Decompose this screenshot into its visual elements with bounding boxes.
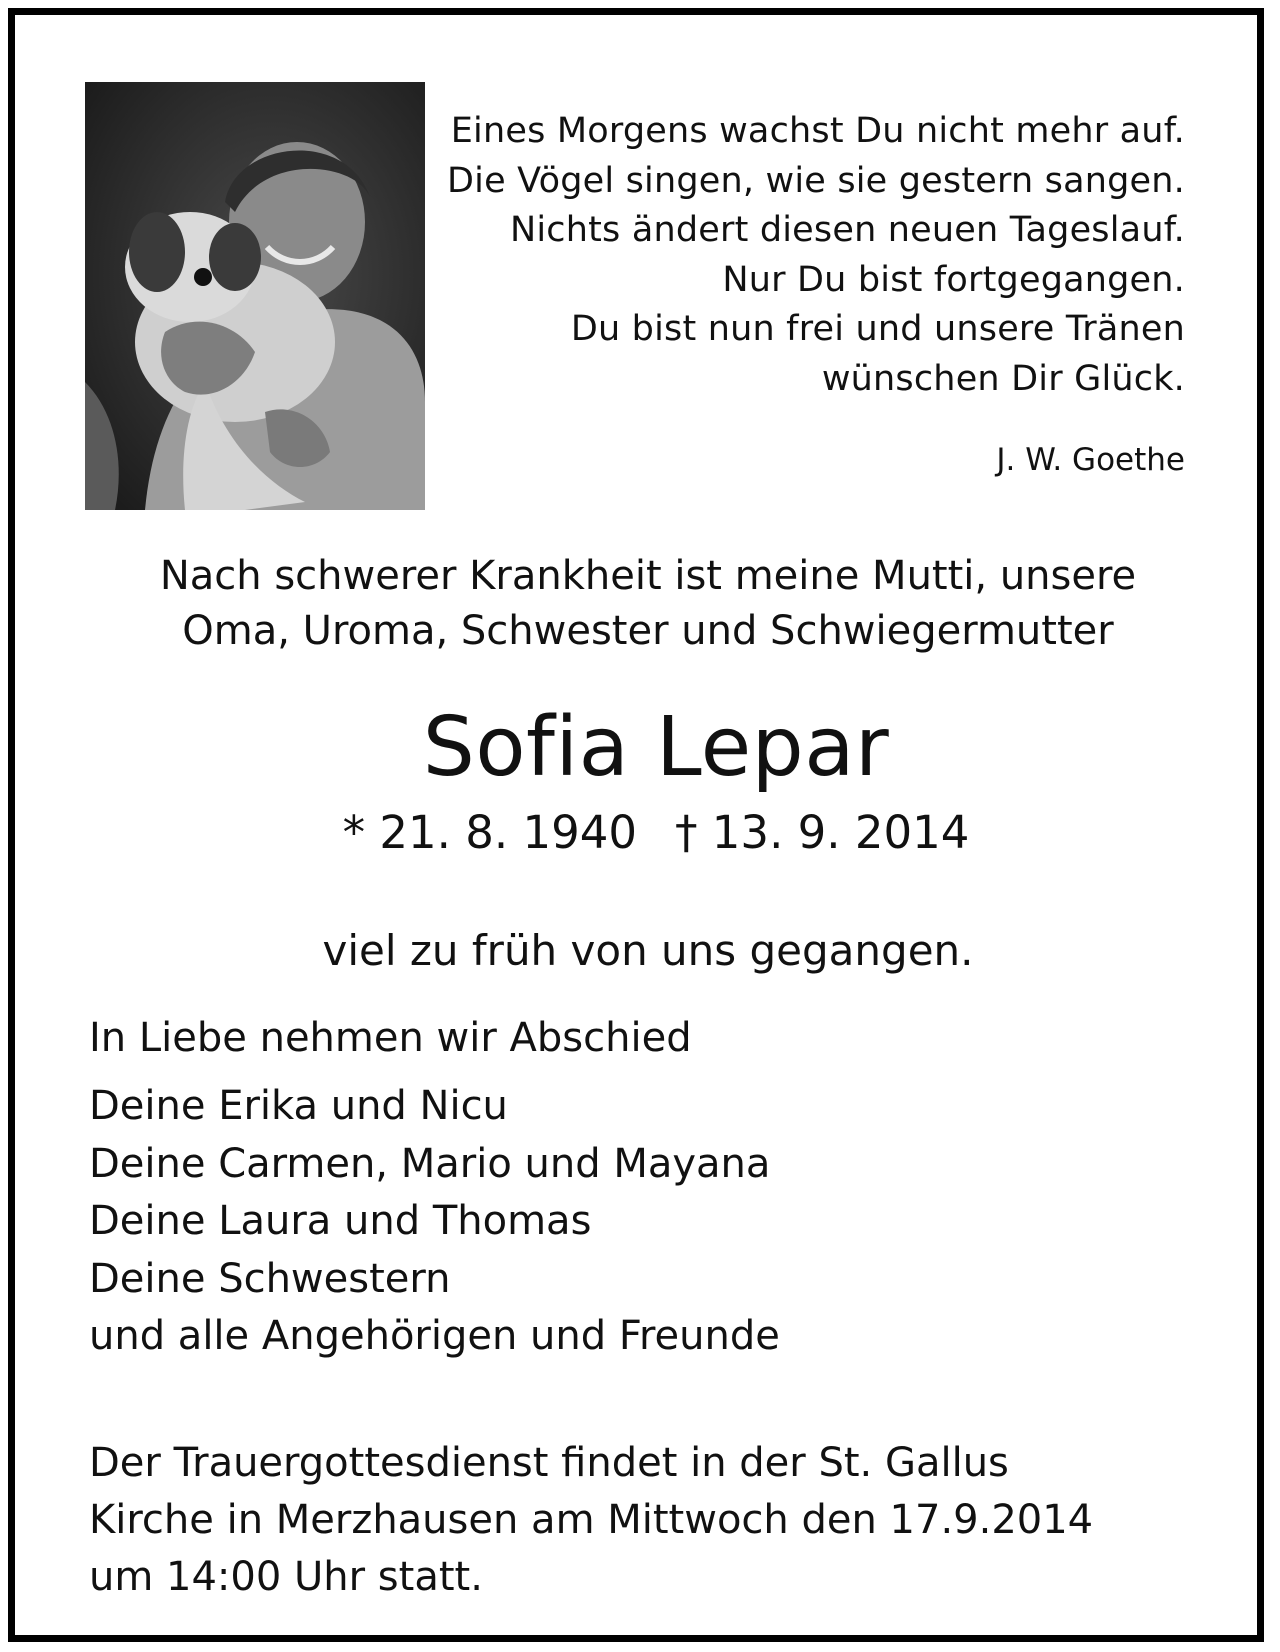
poem-line: Eines Morgens wachst Du nicht mehr auf. — [450, 111, 1185, 151]
mourner-item: Deine Schwestern — [89, 1255, 451, 1302]
poem-line: Die Vögel singen, wie sie gestern sangen. — [447, 160, 1185, 201]
mourner-item: Deine Laura und Thomas — [89, 1198, 592, 1244]
intro-line: Oma, Uroma, Schwester und Schwiegermutter — [182, 608, 1114, 654]
poem-line: Du bist nun frei und unsere Tränen — [570, 309, 1185, 349]
portrait-photo-icon — [85, 82, 425, 510]
mourner-item: und alle Angehörigen und Freunde — [89, 1313, 780, 1359]
birth-date: * 21. 8. 1940 — [342, 806, 637, 859]
life-dates — [15, 803, 1280, 863]
poem-line: Nichts ändert diesen neuen Tageslauf. — [510, 210, 1185, 250]
service-line: Der Trauergottesdienst findet in der St. Gallus — [89, 1440, 1009, 1486]
poem-author: J. W. Goethe — [996, 442, 1185, 478]
mourner-item: Deine Erika und Nicu — [89, 1083, 508, 1129]
farewell-text: In Liebe nehmen wir Abschied — [89, 1015, 692, 1061]
mourner-item: Deine Carmen, Mario und Mayana — [89, 1140, 771, 1187]
subtitle: viel zu früh von uns gegangen. — [322, 926, 974, 975]
intro-line: Nach schwerer Krankheit ist meine Mutti, unsere — [159, 553, 1137, 599]
portrait-photo — [85, 82, 425, 510]
service-line: Kirche in Merzhausen am Mittwoch den 17.9.2014 — [89, 1497, 1094, 1543]
service-line: um 14:00 Uhr statt. — [89, 1554, 483, 1600]
poem-line: Nur Du bist fortgegangen. — [722, 259, 1185, 300]
service-announcement — [89, 1435, 1093, 1606]
mourners-list — [89, 1078, 780, 1366]
obituary-frame — [8, 8, 1264, 1642]
deceased-name: Sofia Lepar — [422, 700, 890, 795]
death-date: † 13. 9. 2014 — [675, 806, 970, 859]
poem — [385, 107, 1185, 404]
poem-line: wünschen Dir Glück. — [821, 358, 1185, 399]
intro-text — [15, 549, 1280, 659]
